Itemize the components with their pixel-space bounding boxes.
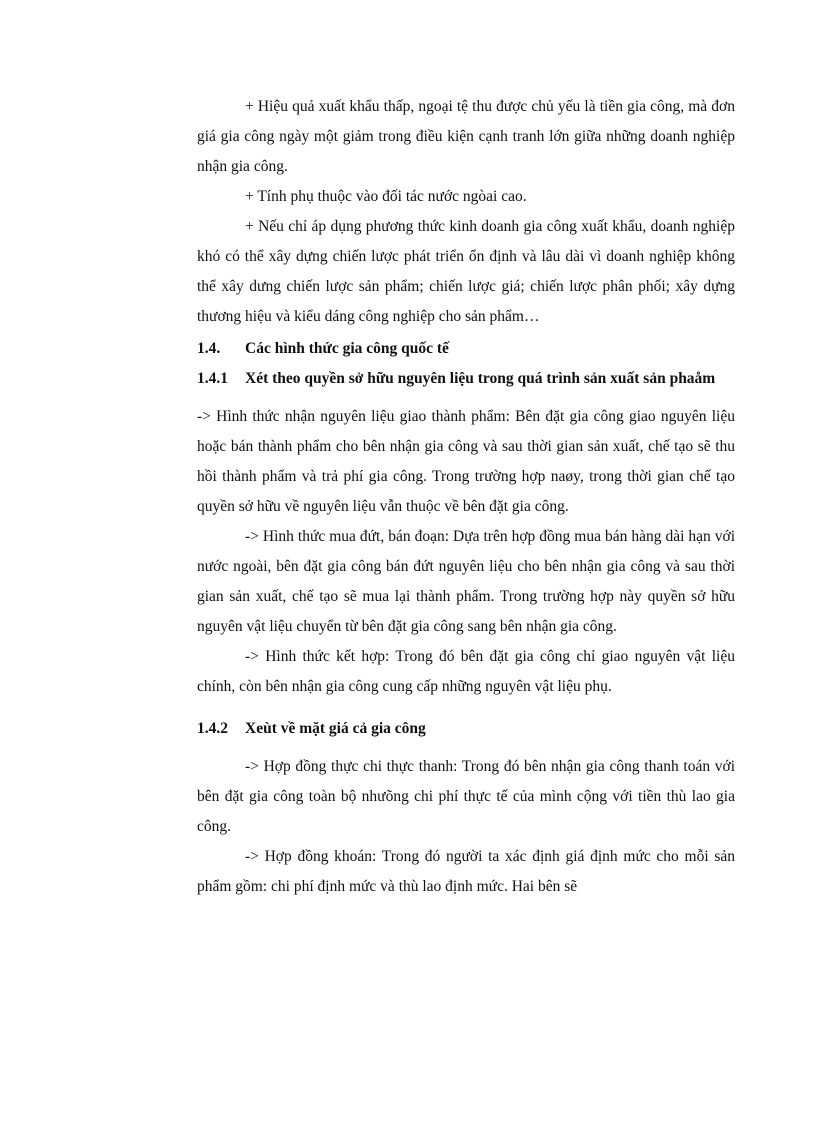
section-heading-1-4-1 (197, 366, 735, 392)
body-paragraph: + Hiệu quả xuất khẩu thấp, ngoại tệ thu được chủ yếu là tiền gia công, mà đơn giá gia công ngày một giảm trong điều kiện cạnh tranh lớn giữa những doanh nghiệp nhận gia công. (197, 98, 735, 175)
section-heading-1-4 (197, 336, 735, 362)
section-title: Xeùt về mặt giá cả gia công (245, 720, 426, 737)
body-paragraph: + Nếu chỉ áp dụng phương thức kinh doanh gia công xuất khẩu, doanh nghiệp khó có thể xây dựng chiến lược phát triển ổn định và lâu dài vì doanh nghiệp không thể xây dưng chiến lược sản phẩm; chiến lược giá; chiến lược phân phối; xây dựng thương hiệu và kiểu dáng công nghiệp cho sản phẩm… (197, 218, 735, 325)
body-paragraph: -> Hợp đồng khoán: Trong đó người ta xác định giá định mức cho mỗi sản phẩm gồm: chi phí định mức và thù lao định mức. Hai bên sẽ (197, 848, 735, 895)
page-content (197, 92, 735, 902)
body-paragraph: -> Hình thức kết hợp: Trong đó bên đặt gia công chỉ giao nguyên vật liệu chính, còn bên nhận gia công cung cấp những nguyên vật liệu phụ. (197, 648, 735, 695)
section-number: 1.4. (197, 340, 221, 357)
section-title: Các hình thức gia công quốc tế (245, 340, 449, 357)
body-paragraph: -> Hợp đồng thực chi thực thanh: Trong đó bên nhận gia công thanh toán với bên đặt gia công toàn bộ nhưõng chi phí thực tế của mình cộng với tiền thù lao gia công. (197, 758, 735, 835)
section-heading-1-4-2 (197, 716, 735, 742)
section-number: 1.4.2 (197, 720, 228, 737)
body-paragraph: -> Hình thức mua đứt, bán đoạn: Dựa trên hợp đồng mua bán hàng dài hạn với nước ngoài, bên đặt gia công bán đứt nguyên liệu cho bên nhận gia công và sau thời gian sản xuất, chế tạo sẽ mua lại thành phẩm. Trong trường hợp này quyền sở hữu nguyên vật liệu chuyển từ bên đặt gia công sang bên nhận gia công. (197, 528, 735, 635)
section-title: Xét theo quyền sở hữu nguyên liệu trong quá trình sản xuất sản phaåm (245, 370, 716, 387)
body-paragraph: -> Hình thức nhận nguyên liệu giao thành phẩm: Bên đặt gia công giao nguyên liệu hoặc bán thành phẩm cho bên nhận gia công và sau thời gian sản xuất, chế tạo sẽ thu hồi thành phẩm và trả phí gia công. Trong trường hợp naøy, trong thời gian chế tạo quyền sở hữu về nguyên liệu vẫn thuộc về bên đặt gia công. (197, 408, 735, 515)
section-number: 1.4.1 (197, 370, 228, 387)
body-paragraph: + Tính phụ thuộc vào đối tác nước ngòai cao. (245, 188, 527, 205)
